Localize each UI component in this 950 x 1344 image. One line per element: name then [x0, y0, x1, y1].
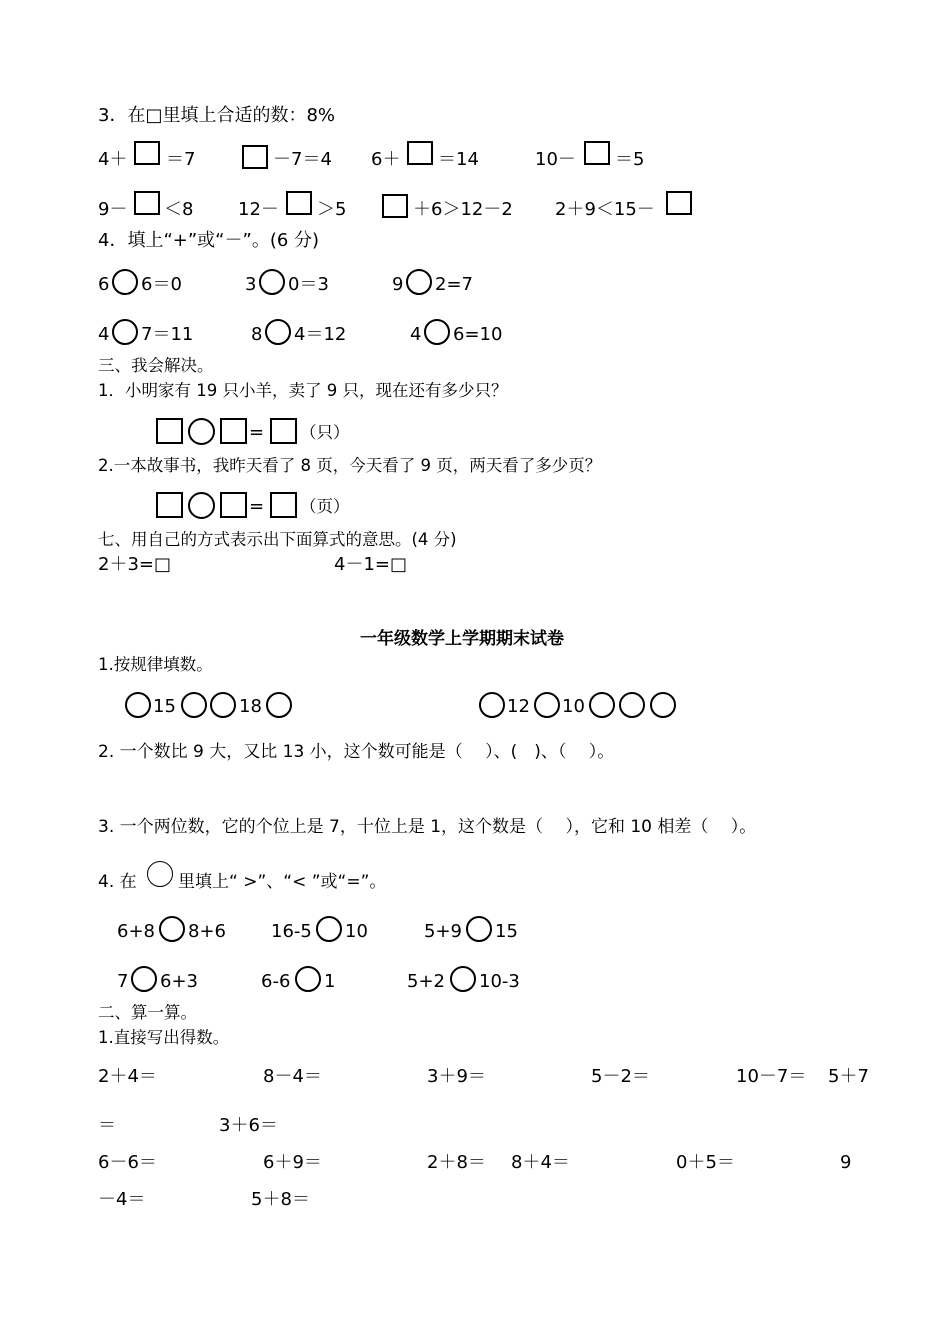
answer-box[interactable]: [220, 418, 247, 444]
sequence-circle[interactable]: [125, 692, 151, 718]
sequence-number: 15: [153, 696, 176, 717]
answer-box[interactable]: [666, 191, 692, 215]
q4-r1-t4: 0＝3: [288, 274, 329, 295]
q3-r1-t1: 4＋: [98, 149, 128, 170]
answer-box[interactable]: [156, 492, 183, 518]
sign-circle-example: [147, 861, 173, 887]
q3-r1-t3: －7＝4: [273, 149, 332, 170]
q3-r2-t3: 12－: [238, 199, 279, 220]
sequence-circle[interactable]: [479, 692, 505, 718]
answer-box[interactable]: [270, 418, 297, 444]
compare-circle[interactable]: [131, 966, 157, 992]
e1-title: 1.按规律填数。: [98, 655, 213, 674]
calc-title: 1.直接写出得数。: [98, 1028, 230, 1047]
answer-box[interactable]: [134, 191, 160, 215]
q3-r1-t2: ＝7: [166, 149, 196, 170]
compare-circle[interactable]: [316, 916, 342, 942]
sequence-circle[interactable]: [650, 692, 676, 718]
calc-item: 5＋7: [828, 1066, 869, 1087]
exam-title: 一年级数学上学期期末试卷: [360, 629, 564, 649]
unit-label: （页）: [300, 497, 350, 516]
problem-2: 2.一本故事书，我昨天看了 8 页，今天看了 9 页，两天看了多少页？: [98, 456, 602, 475]
q3-r2-t6: 2＋9＜15－: [555, 199, 655, 220]
calc-item: 8－4＝: [263, 1066, 322, 1087]
cmp-r1-t4: 10: [345, 921, 368, 942]
q4-r2-t3: 8: [251, 324, 263, 345]
sign-circle[interactable]: [188, 492, 215, 519]
calc-item: 3＋6＝: [219, 1115, 278, 1136]
q3-r2-t5: ＋6＞12－2: [413, 199, 513, 220]
calc-item: 2＋4＝: [98, 1066, 157, 1087]
q3-r1-t7: ＝5: [615, 149, 645, 170]
sequence-circle[interactable]: [266, 692, 292, 718]
part2-title: 二、算一算。: [98, 1003, 197, 1022]
e3-question: 3. 一个两位数，它的个位上是 7，十位上是 1，这个数是（ ），它和 10 相差（ ）。: [98, 817, 757, 837]
answer-box[interactable]: [407, 141, 433, 165]
q3-title: 3．在□里填上合适的数：8%: [98, 105, 336, 126]
q4-r1-t3: 3: [245, 274, 257, 295]
q3-r2-t4: ＞5: [317, 199, 347, 220]
calc-item: 6＋9＝: [263, 1152, 322, 1173]
q4-r2-t6: 6=10: [453, 324, 503, 345]
q4-r1-t1: 6: [98, 274, 110, 295]
sign-circle[interactable]: [112, 269, 138, 295]
cmp-r2-t2: 6+3: [160, 971, 198, 992]
sequence-circle[interactable]: [619, 692, 645, 718]
compare-circle[interactable]: [295, 966, 321, 992]
calc-item: 10－7＝: [736, 1066, 807, 1087]
q4-r2-t5: 4: [410, 324, 422, 345]
sign-circle[interactable]: [259, 269, 285, 295]
calc-item: 5＋8＝: [251, 1189, 310, 1210]
sequence-circle[interactable]: [181, 692, 207, 718]
sign-circle[interactable]: [265, 319, 291, 345]
sequence-circle[interactable]: [589, 692, 615, 718]
sequence-circle[interactable]: [210, 692, 236, 718]
sequence-number: 10: [562, 696, 585, 717]
calc-item: 5－2＝: [591, 1066, 650, 1087]
cmp-r2-t1: 7: [117, 971, 129, 992]
calc-item: ＝: [98, 1115, 116, 1136]
calc-item: 8＋4＝: [511, 1152, 570, 1173]
calc-item: －4＝: [98, 1189, 146, 1210]
sign-circle[interactable]: [112, 319, 138, 345]
q3-r1-t4: 6＋: [371, 149, 401, 170]
problem-1: 1．小明家有 19 只小羊，卖了 9 只，现在还有多少只？: [98, 381, 508, 400]
calc-item: 9: [840, 1152, 852, 1173]
cmp-r2-t3: 6-6: [261, 971, 291, 992]
cmp-r2-t5: 5+2: [407, 971, 445, 992]
sequence-number: 12: [507, 696, 530, 717]
q4-r1-t2: 6＝0: [141, 274, 182, 295]
calc-item: 0＋5＝: [676, 1152, 735, 1173]
cmp-r2-t6: 10-3: [479, 971, 520, 992]
answer-box[interactable]: [382, 194, 408, 218]
q3-r1-t6: 10－: [535, 149, 576, 170]
e4-question-post: 里填上“ >”、“< ”或“=”。: [178, 872, 387, 892]
part3-title: 三、我会解决。: [98, 356, 214, 375]
answer-box[interactable]: [220, 492, 247, 518]
sequence-number: 18: [239, 696, 262, 717]
compare-circle[interactable]: [466, 916, 492, 942]
compare-circle[interactable]: [159, 916, 185, 942]
q4-r2-t4: 4＝12: [294, 324, 347, 345]
answer-box[interactable]: [156, 418, 183, 444]
equals-sign: =: [249, 422, 265, 443]
cmp-r1-t1: 6+8: [117, 921, 155, 942]
q3-r1-t5: ＝14: [438, 149, 479, 170]
cmp-r1-t6: 15: [495, 921, 518, 942]
sign-circle[interactable]: [406, 269, 432, 295]
q3-r2-t2: ＜8: [164, 199, 194, 220]
part7-eq1: 2＋3=□: [98, 554, 171, 575]
answer-box[interactable]: [242, 145, 268, 169]
cmp-r1-t5: 5+9: [424, 921, 462, 942]
q4-r1-t6: 2=7: [435, 274, 473, 295]
answer-box[interactable]: [286, 191, 312, 215]
answer-box[interactable]: [270, 492, 297, 518]
e4-question-pre: 4. 在: [98, 872, 137, 892]
sign-circle[interactable]: [424, 319, 450, 345]
equals-sign: =: [249, 496, 265, 517]
part7-eq2: 4－1=□: [334, 554, 407, 575]
q4-r2-t1: 4: [98, 324, 110, 345]
sign-circle[interactable]: [188, 418, 215, 445]
e2-question: 2. 一个数比 9 大，又比 13 小，这个数可能是（ ）、( )、（ ）。: [98, 742, 615, 762]
cmp-r1-t3: 16-5: [271, 921, 312, 942]
q4-title: 4．填上“+”或“－”。(6 分): [98, 230, 320, 251]
unit-label: （只）: [300, 423, 350, 442]
cmp-r2-t4: 1: [324, 971, 336, 992]
calc-item: 2＋8＝: [427, 1152, 486, 1173]
compare-circle[interactable]: [450, 966, 476, 992]
calc-item: 3＋9＝: [427, 1066, 486, 1087]
part7-title: 七、用自己的方式表示出下面算式的意思。(4 分): [98, 530, 457, 549]
q4-r1-t5: 9: [392, 274, 404, 295]
sequence-circle[interactable]: [534, 692, 560, 718]
cmp-r1-t2: 8+6: [188, 921, 226, 942]
calc-item: 6－6＝: [98, 1152, 157, 1173]
q3-r2-t1: 9－: [98, 199, 128, 220]
answer-box[interactable]: [134, 141, 160, 165]
q4-r2-t2: 7＝11: [141, 324, 194, 345]
answer-box[interactable]: [584, 141, 610, 165]
